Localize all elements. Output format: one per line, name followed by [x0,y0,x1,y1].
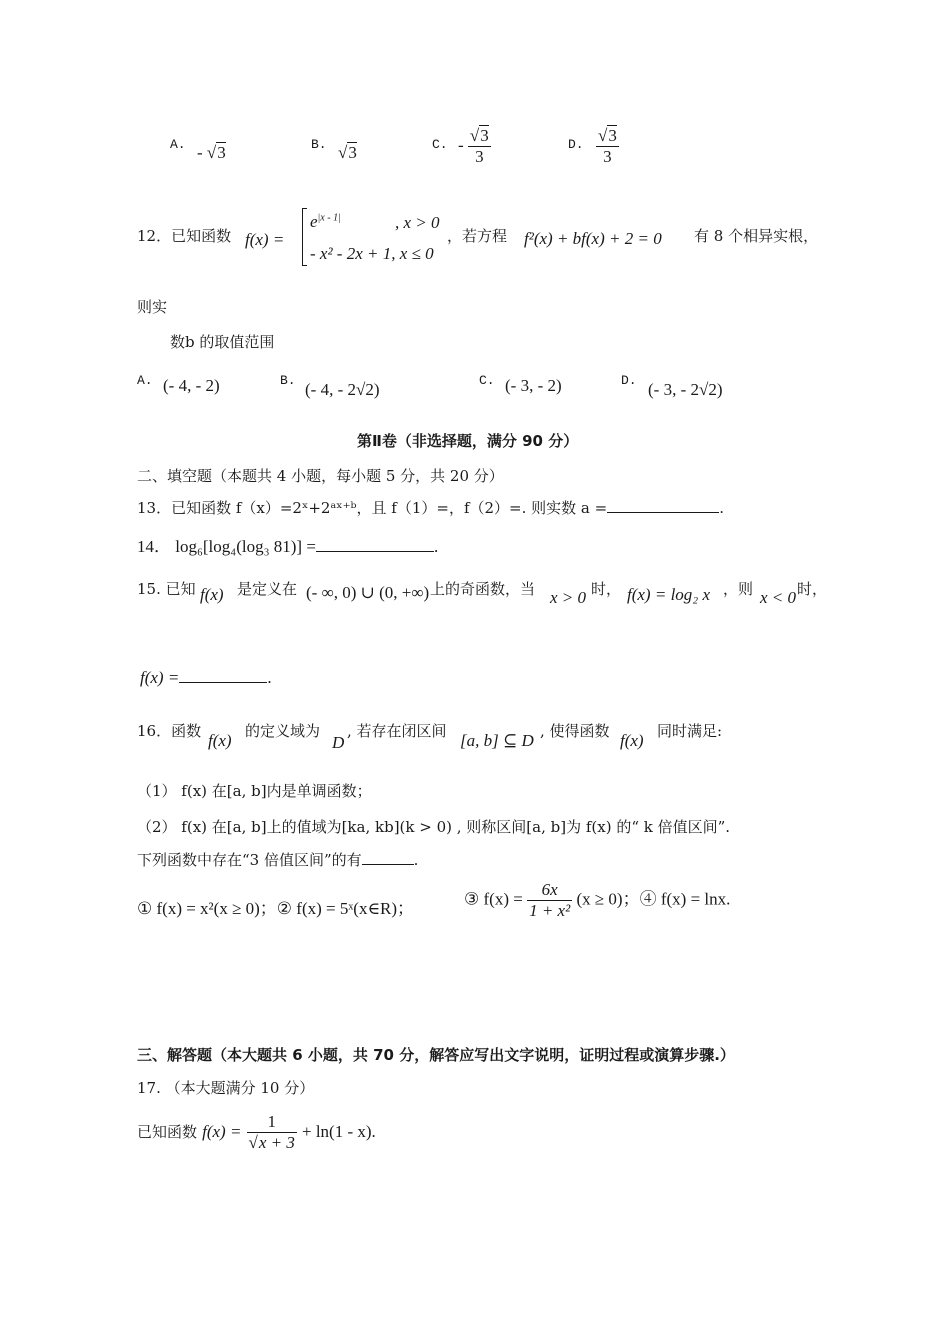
q12-case1: $e^{|x - 1|}$ [310,212,341,231]
q17-denominator: x + 3 [258,1133,295,1152]
q15-mid1: 是定义在 [237,580,298,598]
q16-condition-2: （2） f(x) 在[a, b]上的值域为[ka, kb](k > 0) , 则称区间[a, b]为 f(x) 的“ k 倍值区间”. [137,818,731,836]
q11-option-a: - √3 [197,143,226,162]
q12-equation-suffix: 有 8 个相异实根， [694,227,819,245]
q16-f3-denominator: 1 + x² [529,901,571,920]
q16-question-text: 下列函数中存在“3 倍值区间”的有 [137,851,362,869]
q16-condition-1: （1） f(x) 在[a, b]内是单调函数； [137,782,372,800]
q16-mid1: 的定义域为 [245,722,321,740]
q16-question: 下列函数中存在“3 倍值区间”的有 . [137,851,419,869]
q15-prefix: 15. 已知 [137,580,196,598]
q15-mid2: 上的奇函数，当 [430,580,536,598]
q16-end: 同时满足: [657,722,723,740]
q12-number: 12．已知函数 [137,227,232,245]
q15-answer-line: f(x) = . [140,668,272,687]
question-17 [137,1112,376,1153]
q12-option-b: (- 4, - 2√2) [305,380,380,399]
q15-end: 时， [797,580,828,598]
q12-option-d: (- 3, - 2√2) [648,380,723,399]
q15-mid3: 时， [591,580,622,598]
q16-f3-numerator: 6x [527,880,572,901]
q16-functions-1-2: ① f(x) = x²(x ≥ 0)；② f(x) = 5ˣ(x∈R)； [137,899,415,918]
q16-D: D [332,733,345,752]
q13-text: 13．已知函数 f（x）=2ˣ+2ᵃˣ⁺ᵇ，且 f（1）=，f（2）=. 则实数 a = [137,499,608,517]
q15-def: f(x) = log₂ x [627,585,710,604]
q16-prefix: 16．函数 [137,722,202,740]
q12-option-d-label: D. [621,373,637,388]
q12-option-a: (- 4, - 2) [163,376,220,395]
q17-prefix: 已知函数 [137,1123,198,1141]
part2-section: 二、填空题（本题共 4 小题，每小题 5 分，共 20 分） [137,467,504,485]
q17-numerator: 1 [247,1112,297,1133]
q15-cond2: x < 0 [760,588,797,607]
q11-option-c: - $\frac{√3}{3}$ [458,126,489,166]
q17-fraction: $\frac{1}{√x + 3}$ [248,1112,295,1152]
q12-brace [302,208,307,266]
q12-equation: f²(x) + bf(x) + 2 = 0 [524,229,662,248]
question-13: 13．已知函数 f（x）=2ˣ+2ᵃˣ⁺ᵇ，且 f（1）=，f（2）=. 则实数 a = . [137,499,724,517]
q16-f3-fraction [527,880,572,921]
q12-option-c-label: C. [479,373,495,388]
q11-option-b: √3 [338,143,357,162]
q16-f3-suffix: (x ≥ 0)；④ f(x) = lnx. [576,889,731,909]
q12-option-a-label: A. [137,373,153,388]
q15-cond: x > 0 [550,588,587,607]
q12-option-b-label: B. [280,373,296,388]
q15-fx: f(x) [200,585,224,604]
q12-case1-cond: , x > 0 [395,213,440,232]
q12-equation-prefix: ，若方程 [447,227,508,245]
q14-text: 14． log₆[log₄(log₃ 81)] = [137,537,316,556]
q11-option-d: $\frac{√3}{3}$ [598,126,617,166]
q13-answer-blank[interactable] [607,512,719,513]
q16-function-3 [464,880,730,921]
q12-case2: - x² - 2x + 1, x ≤ 0 [310,244,434,263]
q12-option-c: (- 3, - 2) [505,376,562,395]
part3-title: 三、解答题（本大题共 6 小题，共 70 分，解答应写出文字说明，证明过程或演算步骤.） [137,1046,735,1064]
q17-fx: f(x) = [202,1122,242,1141]
q15-answer-label: f(x) = [140,668,180,687]
q15-domain: (- ∞, 0) ∪ (0, +∞) [306,583,430,602]
q14-answer-blank[interactable] [316,551,434,552]
q12-fx: f(x) = [245,230,285,249]
q16-answer-blank[interactable] [362,864,414,865]
q11-option-c-label: C. [432,137,448,152]
q11-option-b-label: B. [311,137,327,152]
q16-interval: [a, b] ⊆ D [460,731,534,750]
q12-line2: 则实 [137,298,168,316]
q15-answer-blank[interactable] [179,682,267,683]
part2-title: 第Ⅱ卷（非选择题，满分 90 分） [357,432,579,450]
q11-option-a-label: A. [170,137,186,152]
question-14: 14． log₆[log₄(log₃ 81)] = . [137,537,439,556]
q17-suffix: + ln(1 - x). [301,1122,376,1141]
q16-f3-prefix: ③ f(x) = [464,889,523,909]
q16-fx2: f(x) [620,731,644,750]
q11-option-d-label: D. [568,137,584,152]
q12-line3: 数b 的取值范围 [170,333,275,351]
q16-fx: f(x) [208,731,232,750]
q15-mid4: ，则 [723,580,754,598]
q16-mid2: , 若存在闭区间 [347,722,447,740]
q16-mid3: , 使得函数 [540,722,610,740]
q17-header: 17. （本大题满分 10 分） [137,1079,315,1097]
